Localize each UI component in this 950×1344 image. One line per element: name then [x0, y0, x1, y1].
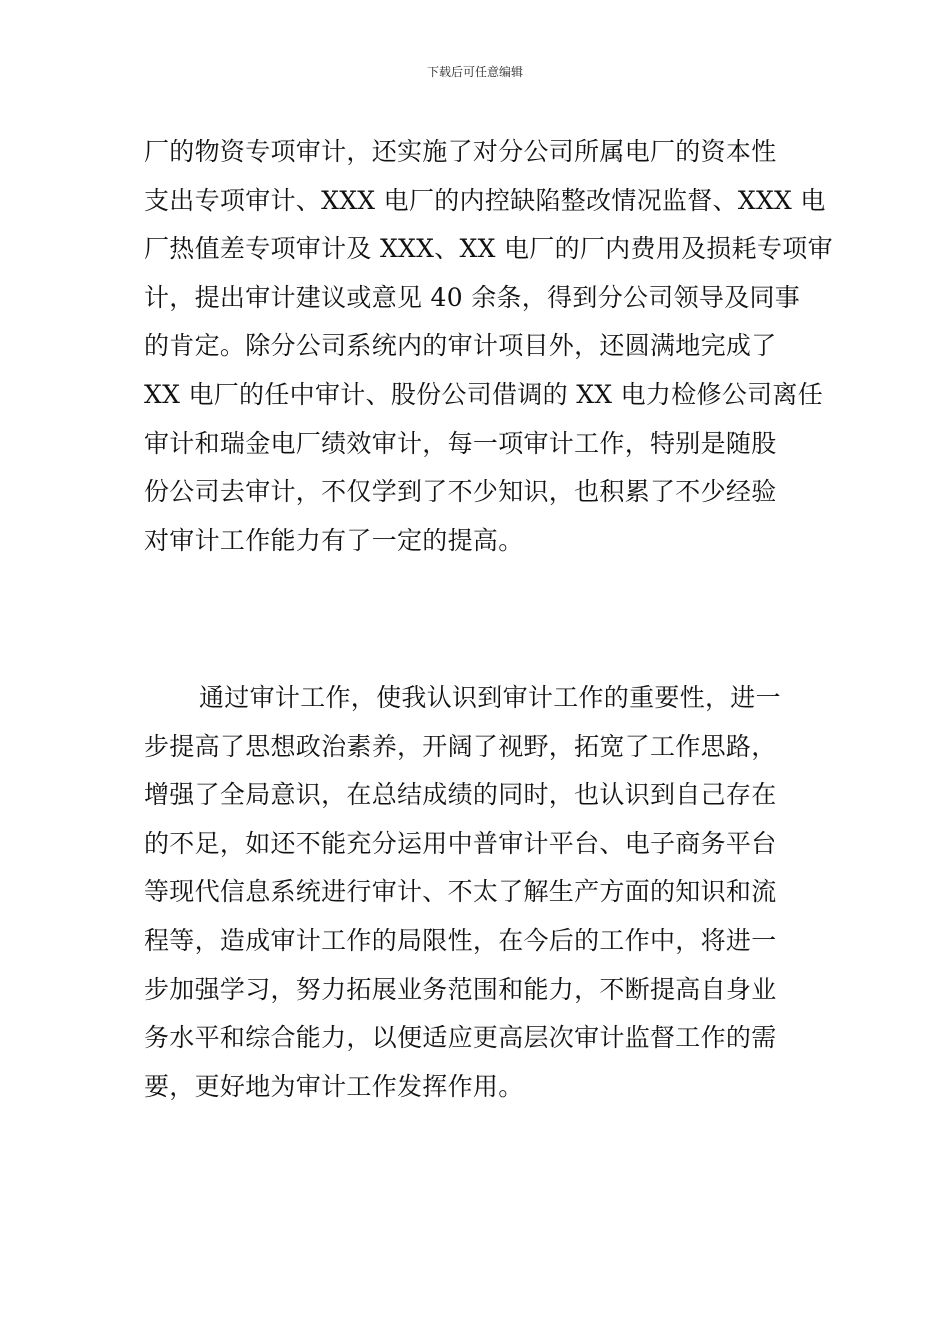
text-line: 的肯定。除分公司系统内的审计项目外，还圆满地完成了	[144, 331, 777, 361]
text-line: 步加强学习，努力拓展业务范围和能力，不断提高自身业	[144, 974, 777, 1004]
text-line: 步提高了思想政治素养，开阔了视野，拓宽了工作思路，	[144, 731, 777, 761]
text-line-indented: 通过审计工作，使我认识到审计工作的重要性，进一	[199, 683, 781, 712]
text-line: 审计和瑞金电厂绩效审计，每一项审计工作，特别是随股	[144, 428, 777, 458]
paragraph-2	[144, 674, 809, 1111]
text-line: 的不足，如还不能充分运用中普审计平台、电子商务平台	[144, 828, 777, 858]
text-line: 增强了全局意识，在总结成绩的同时，也认识到自己存在	[144, 780, 777, 810]
text-line: 等现代信息系统进行审计、不太了解生产方面的知识和流	[144, 877, 777, 907]
text-line: 支出专项审计、XXX 电厂的内控缺陷整改情况监督、XXX 电	[144, 185, 826, 215]
text-line: 对审计工作能力有了一定的提高。	[144, 525, 524, 555]
text-line: 厂的物资专项审计，还实施了对分公司所属电厂的资本性	[144, 137, 777, 166]
text-line: XX 电厂的任中审计、股份公司借调的 XX 电力检修公司离任	[144, 379, 824, 409]
text-line: 份公司去审计，不仅学到了不少知识，也积累了不少经验	[144, 477, 777, 507]
text-line: 要，更好地为审计工作发挥作用。	[144, 1071, 524, 1101]
text-line: 厂热值差专项审计及 XXX、XX 电厂的厂内费用及损耗专项审	[144, 234, 833, 264]
text-line: 计，提出审计建议或意见 40 余条，得到分公司领导及同事	[144, 282, 801, 312]
page-header: 下载后可任意编辑	[426, 65, 523, 79]
text-line: 务水平和综合能力，以便适应更高层次审计监督工作的需	[144, 1023, 777, 1053]
text-line: 程等，造成审计工作的局限性，在今后的工作中，将进一	[144, 925, 777, 955]
paragraph-1	[144, 128, 833, 565]
